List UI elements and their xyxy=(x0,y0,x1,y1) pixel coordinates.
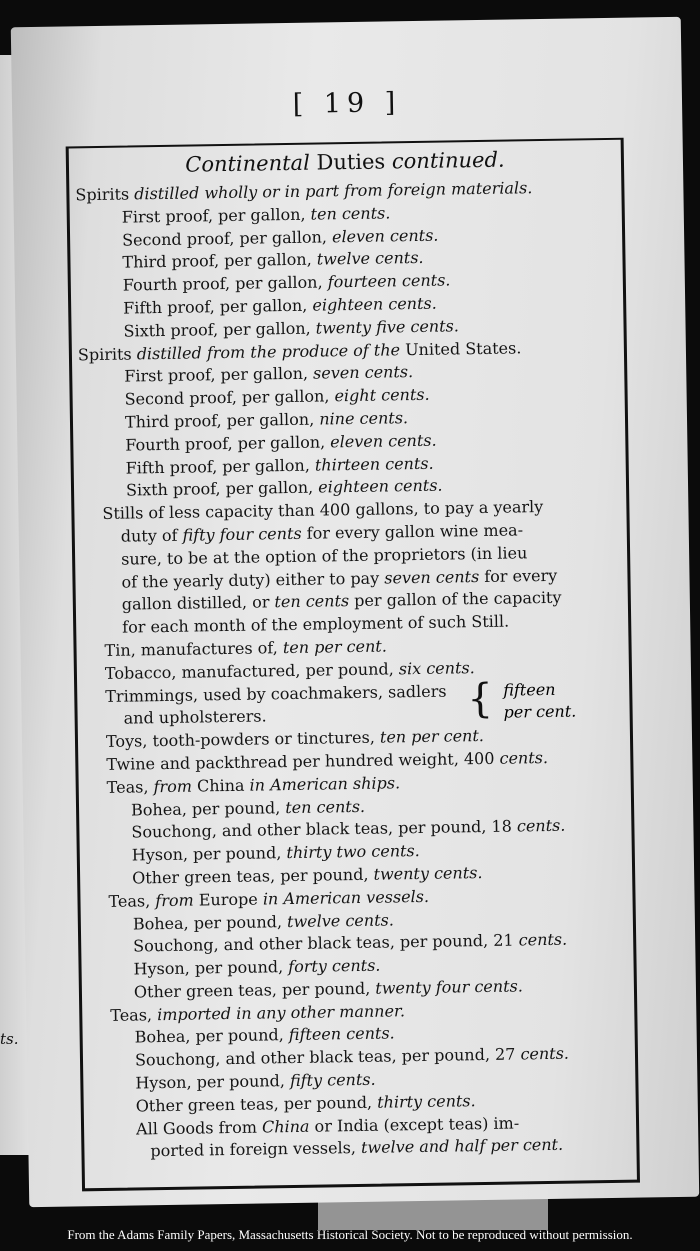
text-line: First proof, per gallon, ten cents. xyxy=(121,203,391,227)
page-number: [ 19 ] xyxy=(292,87,402,120)
text-line: Spirits distilled from the produce of the United States. xyxy=(77,337,522,364)
text-line: First proof, per gallon, seven cents. xyxy=(124,362,414,386)
text-line: Other green teas, per pound, twenty four cents. xyxy=(133,976,523,1002)
text-line: Teas, from China in American ships. xyxy=(106,773,401,797)
text-line: Toys, tooth-powders or tinctures, ten per cent. xyxy=(105,726,485,752)
text-line: Fourth proof, per gallon, eleven cents. xyxy=(125,430,437,455)
heading-roman: Duties xyxy=(316,149,386,175)
text-line: Bohea, per pound, twelve cents. xyxy=(132,909,394,934)
text-line: Tin, manufactures of, ten per cent. xyxy=(104,636,387,660)
duty-lines xyxy=(75,176,628,1165)
duties-table-frame xyxy=(66,138,640,1192)
text-line: Twine and packthread per hundred weight, 400 cents. xyxy=(106,747,549,774)
text-line: Sixth proof, per gallon, twenty five cents. xyxy=(123,316,460,341)
trimmings-rate xyxy=(503,678,576,725)
text-line: Hyson, per pound, forty cents. xyxy=(133,955,381,979)
text-line: Souchong, and other black teas, per pound, 18 cents. xyxy=(131,816,566,842)
text-line: Third proof, per gallon, nine cents. xyxy=(124,408,409,432)
text-line: for each month of the employment of such Still. xyxy=(122,611,510,637)
text-line: Sixth proof, per gallon, eighteen cents. xyxy=(125,475,443,500)
copyright-footer: From the Adams Family Papers, Massachusetts Historical Society. Not to be reproduced without permission. xyxy=(67,1227,633,1242)
text-line: Bohea, per pound, fifteen cents. xyxy=(134,1023,395,1047)
text-line: Trimmings, used by coachmakers, sadlers xyxy=(105,681,447,706)
text-line: Bohea, per pound, ten cents. xyxy=(130,796,366,820)
text-line: Teas, from Europe in American vessels. xyxy=(108,886,430,911)
text-line: Spirits distilled wholly or in part from foreign materials. xyxy=(75,178,533,205)
trimmings-entry xyxy=(83,677,622,731)
text-line: Hyson, per pound, fifty cents. xyxy=(135,1069,376,1093)
text-line: Fifth proof, per gallon, eighteen cents. xyxy=(123,293,437,318)
text-line: ported in foreign vessels, twelve and half per cent. xyxy=(150,1135,564,1161)
text-line: All Goods from China or India (except teas) im- xyxy=(135,1113,520,1139)
trimmings-rate-line-2: per cent. xyxy=(503,701,577,723)
page-heading xyxy=(69,146,621,179)
text-line: sure, to be at the option of the proprietors (in lieu xyxy=(120,543,528,569)
heading-italic-1: Continental xyxy=(185,150,310,177)
text-line: and upholsterers. xyxy=(123,706,267,728)
text-line: Hyson, per pound, thirty two cents. xyxy=(131,841,420,865)
document-page xyxy=(11,17,699,1207)
text-line: of the yearly duty) either to pay seven cents for every xyxy=(121,565,558,592)
text-line: Tobacco, manufactured, per pound, six cents. xyxy=(104,657,475,683)
text-line: gallon distilled, or ten cents per gallon of the capacity xyxy=(121,588,562,615)
text-line: Teas, imported in any other manner. xyxy=(110,1000,406,1025)
text-line: Fifth proof, per gallon, thirteen cents. xyxy=(125,453,434,478)
brace-symbol: { xyxy=(467,675,494,722)
text-line: Third proof, per gallon, twelve cents. xyxy=(122,248,424,272)
left-page-fragment: ts. xyxy=(0,1030,19,1048)
text-line: Stills of less capacity than 400 gallons, to pay a yearly xyxy=(102,497,544,524)
text-line: Souchong, and other black teas, per pound, 27 cents. xyxy=(134,1043,570,1070)
text-line: Fourth proof, per gallon, fourteen cents. xyxy=(122,270,451,295)
text-line: Other green teas, per pound, thirty cents. xyxy=(135,1091,476,1116)
text-line: Other green teas, per pound, twenty cents. xyxy=(132,862,483,888)
text-line: Second proof, per gallon, eight cents. xyxy=(124,384,430,409)
trimmings-rate-line-1: fifteen xyxy=(503,679,556,700)
text-line: duty of fifty four cents for every gallon wine mea- xyxy=(120,520,524,546)
heading-italic-2: continued. xyxy=(391,147,505,174)
text-line: Second proof, per gallon, eleven cents. xyxy=(121,225,439,250)
text-line: Souchong, and other black teas, per pound, 21 cents. xyxy=(133,930,568,956)
